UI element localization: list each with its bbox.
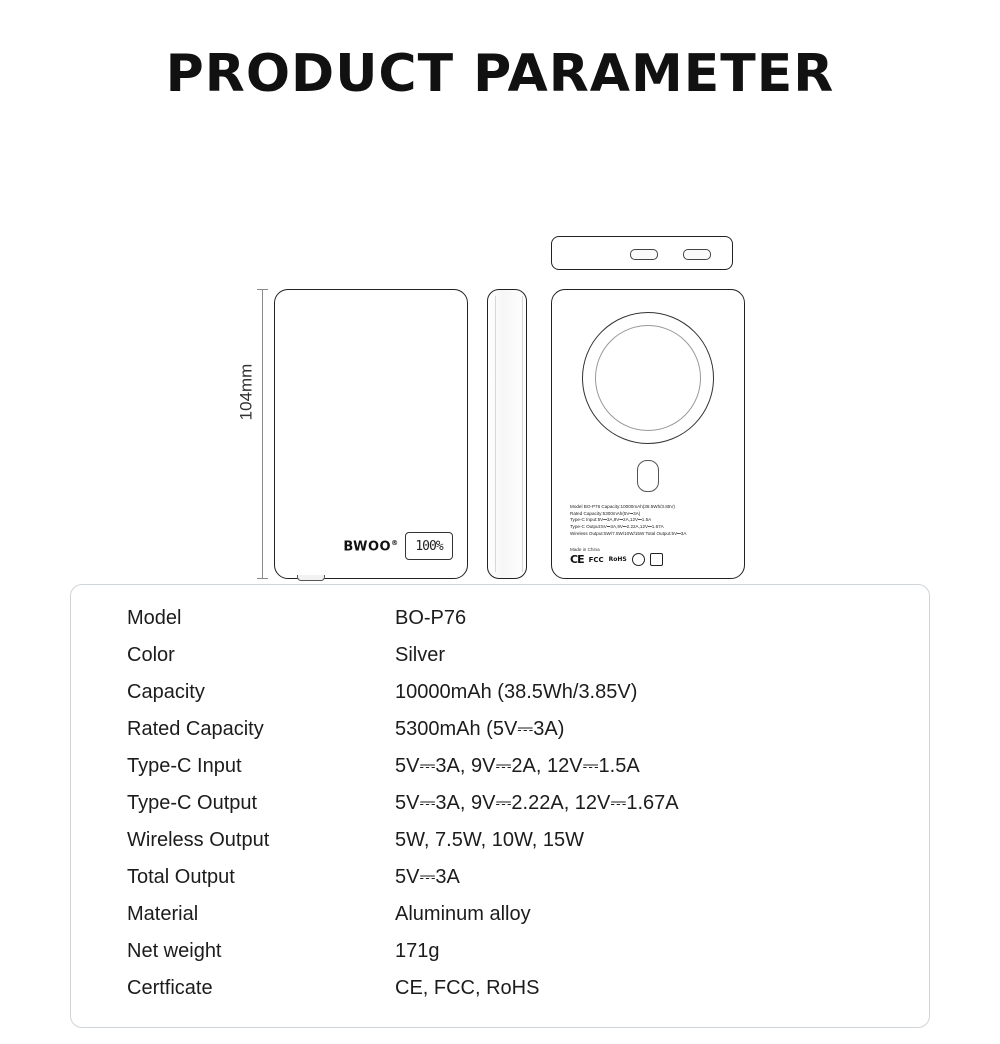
back-spec-line: Wireless Output:5W/7.5W/10W/15W Total Output:5V⎓3A xyxy=(570,530,687,536)
spec-row xyxy=(71,755,929,792)
spec-label: Certficate xyxy=(127,977,213,999)
spec-label: Material xyxy=(127,903,199,925)
spec-value: CE, FCC, RoHS xyxy=(395,977,540,999)
spec-label: Total Output xyxy=(127,866,235,888)
spec-row xyxy=(71,829,929,866)
spec-row xyxy=(71,866,929,903)
usb-c-port-icon xyxy=(683,249,711,260)
spec-row xyxy=(71,718,929,755)
battery-display-value: 100% xyxy=(415,538,443,554)
spec-table xyxy=(70,584,930,1028)
back-spec-line: Type-C Output:5V⎓3A,9V⎓2.22A,12V⎓1.67A xyxy=(570,523,664,529)
spec-label: Wireless Output xyxy=(127,829,270,851)
spec-label: Type-C Input xyxy=(127,755,242,777)
spec-value: Silver xyxy=(395,644,446,666)
product-diagram xyxy=(0,114,1000,566)
alignment-slot xyxy=(637,460,659,492)
back-spec-line: Rated Capacity:5300mAh(5V⎓3A) xyxy=(570,510,641,516)
spec-value: Aluminum alloy xyxy=(395,903,531,925)
back-view xyxy=(551,289,745,579)
brand-registered-mark: ® xyxy=(391,538,399,547)
spec-row xyxy=(71,644,929,681)
page-title: PRODUCT PARAMETER xyxy=(165,44,835,104)
spec-row xyxy=(71,607,929,644)
back-spec-line: Model BO-P76 Capacity:10000mAh(38.5Wh/3.85V) xyxy=(570,504,675,509)
height-dimension-label: 104mm xyxy=(236,363,256,421)
ce-mark-icon xyxy=(632,553,645,566)
spec-value: 5300mAh (5V⎓3A) xyxy=(395,718,565,740)
brand-logo: BWOO® xyxy=(343,538,399,554)
spec-row xyxy=(71,940,929,977)
back-spec-line: Type-C Input:5V⎓3A,9V⎓2A,12V⎓1.5A xyxy=(570,517,652,523)
usb-c-port-icon xyxy=(630,249,658,260)
spec-value: 10000mAh (38.5Wh/3.85V) xyxy=(395,681,638,703)
spec-value: 5V⎓3A, 9V⎓2.22A, 12V⎓1.67A xyxy=(395,792,679,814)
front-view xyxy=(274,289,468,579)
spec-label: Rated Capacity xyxy=(127,718,264,740)
spec-row xyxy=(71,977,929,1014)
weee-bin-icon xyxy=(650,553,663,566)
spec-row xyxy=(71,903,929,940)
spec-row xyxy=(71,681,929,718)
spec-label: Model xyxy=(127,607,182,629)
rohs-icon: RoHS xyxy=(608,556,627,563)
spec-label: Net weight xyxy=(127,940,222,962)
spec-value: BO-P76 xyxy=(395,607,467,629)
spec-label: Type-C Output xyxy=(127,792,258,814)
spec-label: Color xyxy=(127,644,175,666)
ce-icon: CE xyxy=(570,553,584,566)
spec-value: 171g xyxy=(395,940,440,962)
spec-row xyxy=(71,792,929,829)
battery-display xyxy=(405,532,453,560)
spec-value: 5W, 7.5W, 10W, 15W xyxy=(395,829,584,851)
side-view-edge-line xyxy=(495,296,523,572)
side-view xyxy=(487,289,527,579)
height-dimension-line xyxy=(262,289,263,579)
back-spec-print xyxy=(570,504,686,537)
spec-label: Capacity xyxy=(127,681,205,703)
fcc-icon: FCC xyxy=(588,555,604,564)
magnetic-ring-inner xyxy=(595,325,701,431)
front-view-foot xyxy=(297,575,325,581)
made-in-label: Made in China xyxy=(570,547,600,552)
spec-value: 5V⎓3A, 9V⎓2A, 12V⎓1.5A xyxy=(395,755,640,777)
top-view xyxy=(551,236,733,270)
certification-marks xyxy=(570,553,663,566)
spec-value: 5V⎓3A xyxy=(395,866,460,888)
